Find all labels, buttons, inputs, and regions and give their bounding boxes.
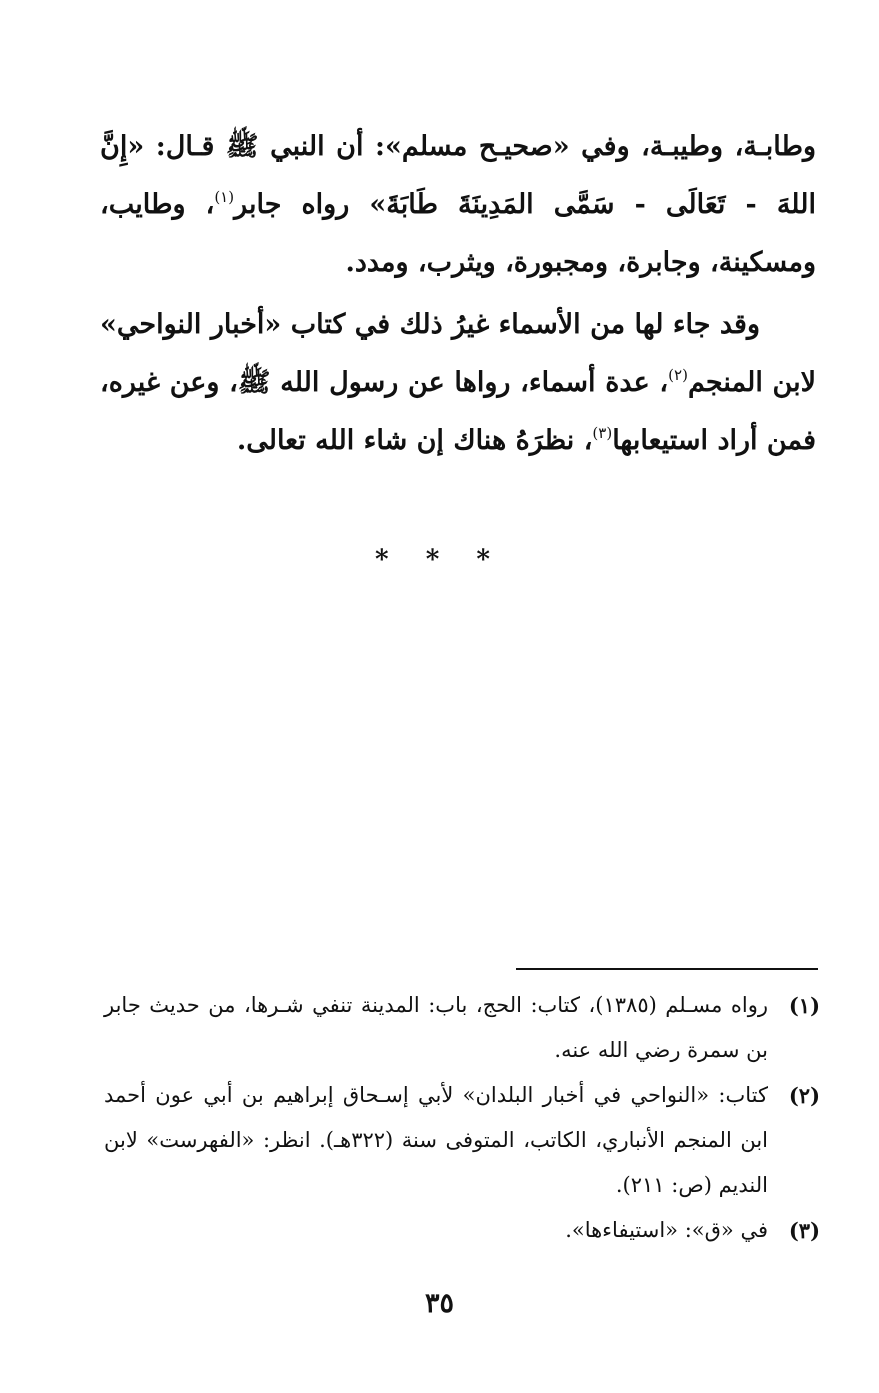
footnote-ref-1: (١) xyxy=(214,188,235,206)
footnote-1-text: رواه مسـلم (١٣٨٥)، كتاب: الحج، باب: المدينة تنفي شـرها، من حديث جابر بن سمرة رضي الله عنه. xyxy=(104,993,768,1062)
footnote-2 xyxy=(104,1073,820,1208)
paragraph-1 xyxy=(100,118,816,292)
footnote-1 xyxy=(104,983,820,1073)
main-text xyxy=(100,118,816,470)
footnote-ref-3: (٣) xyxy=(592,424,613,442)
footnote-2-number: (٢) xyxy=(788,1083,820,1108)
paragraph-2 xyxy=(100,296,816,470)
paragraph-2-text-part-2: ، عدة أسماء، رواها عن رسول الله ﷺ، وعن غيره، فمن أراد استيعابها xyxy=(100,367,816,456)
footnote-2-text: كتاب: «النواحي في أخبار البلدان» لأبي إسـحاق إبراهيم بن أبي عون أحمد ابن المنجم الأنباري، الكاتب، المتوفى سنة (٣٢٢هـ). انظر: «الفهرست» لابن النديم (ص: ٢١١). xyxy=(104,1083,768,1197)
footnote-3 xyxy=(104,1208,820,1253)
paragraph-2-text-part-1: وقد جاء لها من الأسماء غيرُ ذلك في كتاب «أخبار النواحي» لابن المنجم xyxy=(100,309,817,398)
paragraph-2-text-part-3: ، نظرَهُ هناك إن شاء الله تعالى. xyxy=(236,425,593,456)
footnote-1-number: (١) xyxy=(788,993,820,1018)
footnotes xyxy=(104,983,820,1253)
footnote-ref-2: (٢) xyxy=(668,366,688,384)
footnote-3-text: في «ق»: «استيفاءها». xyxy=(565,1218,768,1242)
footnote-divider xyxy=(516,968,818,970)
section-separator: * * * xyxy=(375,545,504,575)
footnote-3-number: (٣) xyxy=(788,1218,820,1243)
page-number: ٣٥ xyxy=(424,1288,454,1319)
paragraph-1-continuation: ، وطايب، ومسكينة، وجابرة، ومجبورة، ويثرب، ومدد. xyxy=(100,189,816,278)
paragraph-1-text: وطابـة، وطيبـة، وفي «صحيـح مسلم»: أن النبي ﷺ قـال: «إِنَّ اللهَ - تَعَالَى - سَمَّى المَدِينَةَ طَابَةَ» رواه جابر xyxy=(100,131,816,220)
